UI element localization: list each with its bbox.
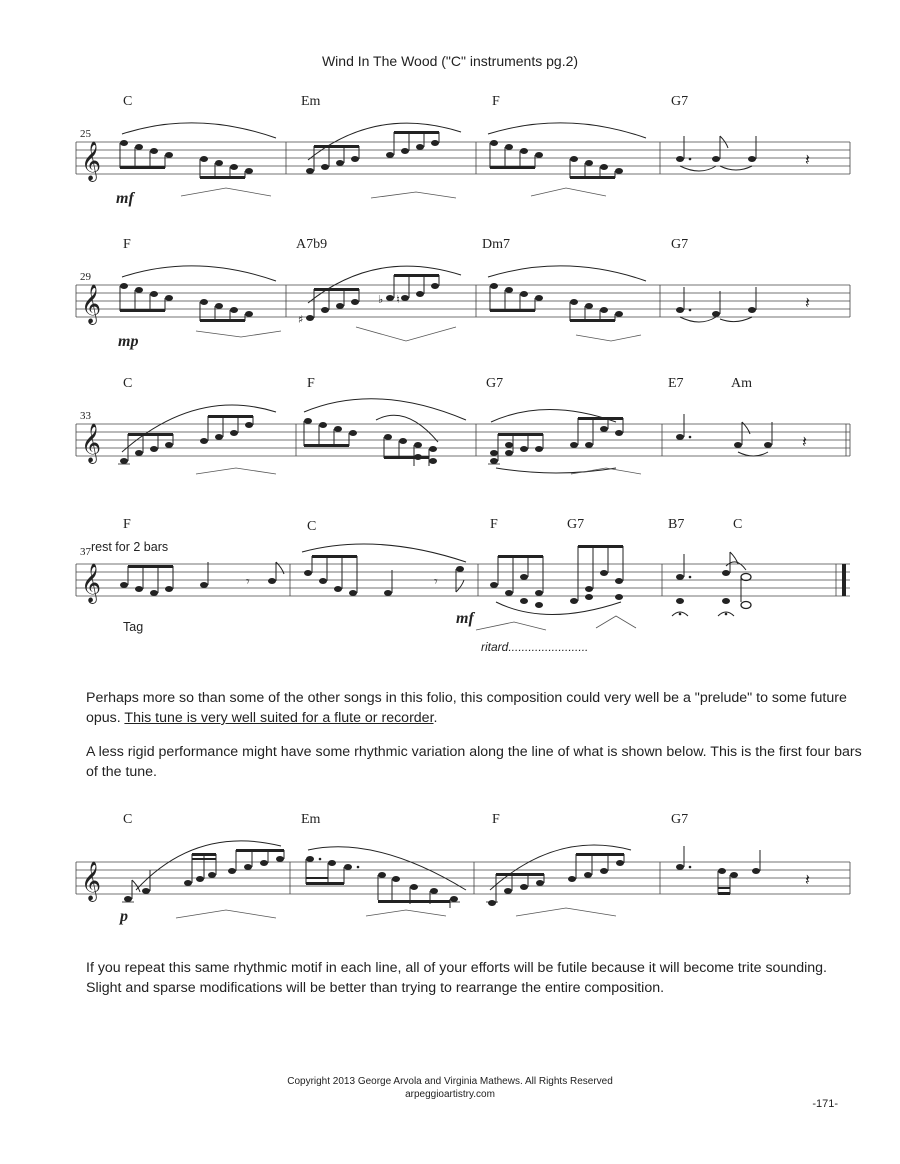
chord-symbol: C [123, 94, 133, 109]
dynamic-marking: mf [456, 610, 474, 627]
music-staff-system-4 [76, 562, 850, 642]
chord-symbol: G7 [567, 517, 585, 532]
music-staff-system-1 [76, 140, 850, 220]
chord-symbol: F [307, 376, 315, 391]
svg-text:𝄞: 𝄞 [81, 423, 102, 463]
music-staff-system-2 [76, 283, 850, 363]
svg-text:𝄾: 𝄾 [246, 574, 250, 590]
bar-number: 25 [80, 128, 91, 140]
paragraph-3: If you repeat this same rhythmic motif in each line, all of your efforts will be futile because it will become trite sounding. Slight and sparse modifications will be better than trying to rearrange the entire composition. [86, 960, 827, 996]
chord-symbol: E7 [668, 376, 684, 391]
paragraph-1-underlined: This tune is very well suited for a flute or recorder [124, 710, 434, 726]
svg-text:𝄽: 𝄽 [805, 870, 810, 889]
staff-notation [76, 140, 850, 220]
svg-text:♯: ♯ [298, 313, 304, 326]
chord-symbol: F [123, 517, 131, 532]
staff-notation [76, 422, 850, 502]
svg-text:♭: ♭ [378, 293, 384, 306]
music-staff-system-3 [76, 422, 850, 502]
chord-symbol: F [123, 237, 131, 252]
chord-symbol: A7b9 [296, 237, 328, 252]
chord-symbol: C [123, 376, 133, 391]
rest-instruction: rest for 2 bars [91, 540, 169, 554]
chord-symbol: G7 [671, 812, 689, 827]
chord-symbol: G7 [486, 376, 504, 391]
svg-text:♮: ♮ [396, 293, 400, 306]
svg-text:𝄞: 𝄞 [81, 284, 102, 324]
chord-symbol: C [123, 812, 133, 827]
paragraph-1-text: Perhaps more so than some of the other songs in this folio, this composition could very well be a "prelude" to some future opus. [86, 690, 847, 726]
chord-symbol: C [307, 519, 317, 534]
svg-text:𝄽: 𝄽 [805, 293, 810, 312]
chord-symbol: Am [731, 376, 752, 391]
copyright-notice: Copyright 2013 George Arvola and Virginia Mathews. All Rights Reserved [287, 1076, 613, 1087]
treble-clef: 𝄞 [81, 141, 102, 181]
chord-symbol: F [492, 812, 500, 827]
paragraph-2: A less rigid performance might have some rhythmic variation along the line of what is shown below. This is the first four bars of the tune. [86, 744, 862, 780]
staff-notation [76, 283, 850, 363]
dynamic-marking: p [120, 908, 128, 925]
chord-symbol: G7 [671, 94, 689, 109]
chord-symbol: F [490, 517, 498, 532]
page-number: -171- [812, 1098, 838, 1110]
website-link[interactable]: arpeggioartistry.com [405, 1089, 495, 1100]
chord-symbol: Em [301, 812, 321, 827]
dynamic-marking: mp [118, 333, 139, 350]
bar-number: 29 [80, 271, 91, 283]
paragraph-1 [86, 688, 866, 728]
chord-symbol: C [733, 517, 743, 532]
tempo-marking: ritard........................ [481, 640, 589, 654]
dynamic-marking: mf [116, 190, 134, 207]
music-staff-example [76, 860, 850, 940]
staff-notation [76, 562, 850, 642]
chord-symbol: Dm7 [482, 237, 510, 252]
svg-text:𝄾: 𝄾 [434, 574, 438, 590]
staff-notation [76, 860, 850, 940]
svg-text:𝄽: 𝄽 [802, 432, 807, 451]
bar-number: 33 [80, 410, 91, 422]
svg-text:𝄽: 𝄽 [805, 150, 810, 169]
chord-symbol: F [492, 94, 500, 109]
chord-symbol: G7 [671, 237, 689, 252]
chord-symbol: B7 [668, 517, 685, 532]
svg-text:𝄞: 𝄞 [81, 861, 102, 901]
svg-text:𝄞: 𝄞 [81, 563, 102, 603]
paragraph-1-end: . [433, 710, 438, 726]
page-title: Wind In The Wood ("C" instruments pg.2) [321, 53, 579, 69]
chord-symbol: Em [301, 94, 321, 109]
bar-number: 37 [80, 546, 91, 558]
tag-label: Tag [123, 620, 144, 634]
